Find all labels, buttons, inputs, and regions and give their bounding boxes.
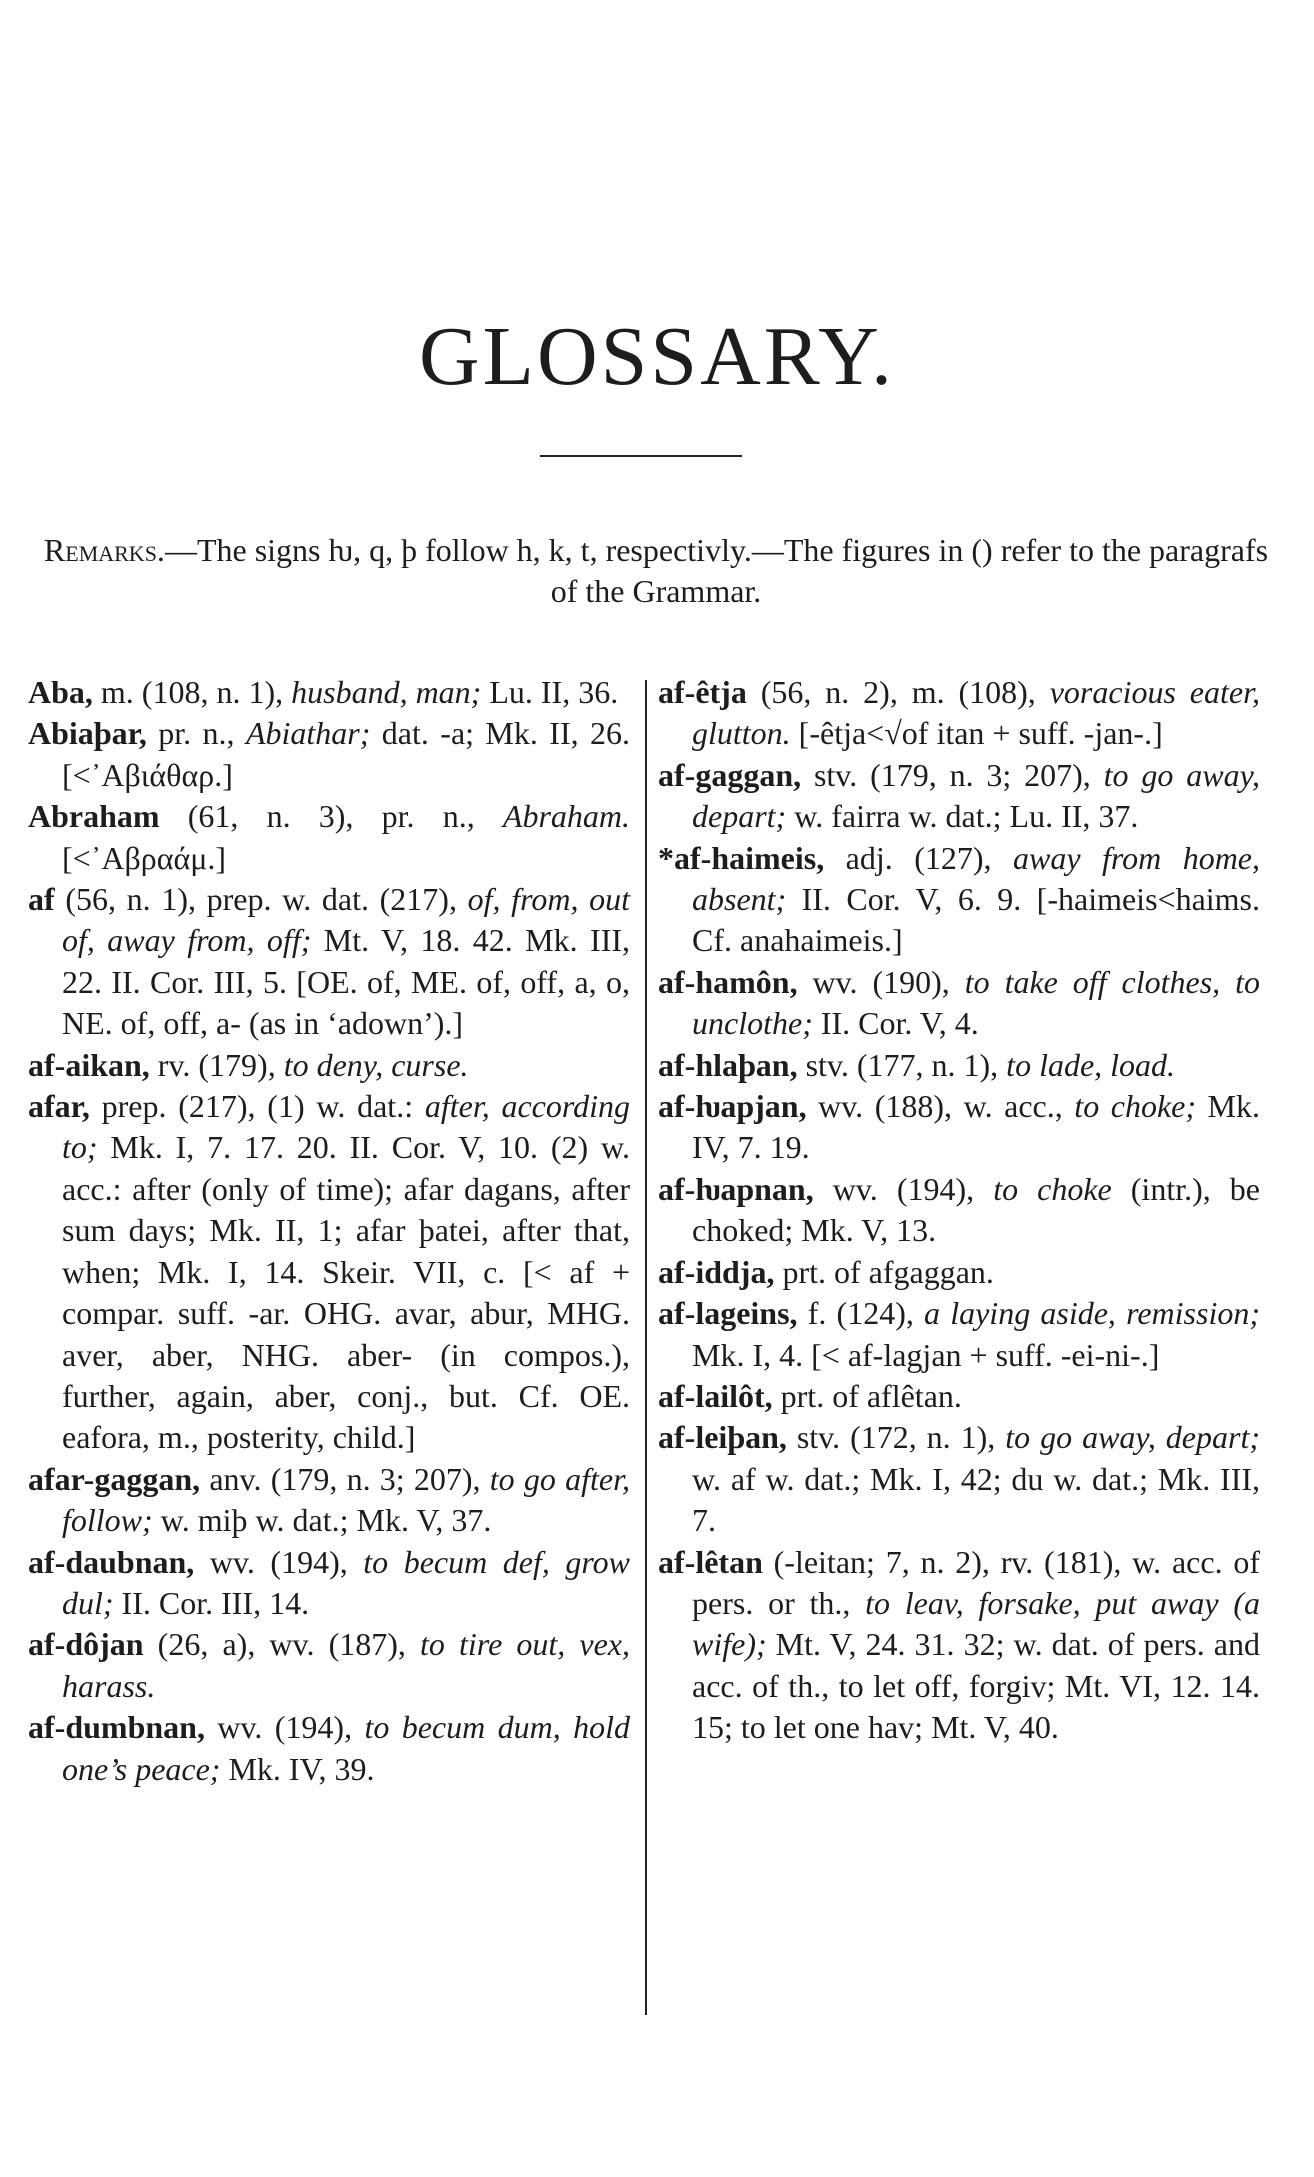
right-column xyxy=(658,672,1260,1749)
entry-grammar: (56, n. 2), m. (108), xyxy=(746,674,1050,710)
entry-grammar: stv. (179, n. 3; 207), xyxy=(801,756,1104,793)
headword: *af-haimeis, xyxy=(658,839,825,876)
glossary-entry xyxy=(658,1417,1260,1541)
glossary-entry xyxy=(28,1624,630,1707)
entry-definition: husband, man; xyxy=(291,674,482,710)
entry-definition: to deny, curse. xyxy=(283,1046,469,1083)
glossary-entry xyxy=(658,838,1260,962)
glossary-entry xyxy=(658,1045,1260,1086)
entry-references: II. Cor. V, 6. 9. [-haimeis<haims. Cf. anahaimeis.] xyxy=(692,881,1260,959)
entry-definition: to becum def, grow dul; xyxy=(62,1543,631,1621)
headword: af-daubnan, xyxy=(28,1543,195,1580)
remarks-label: Remarks. xyxy=(43,532,165,568)
entry-references: Lu. II, 36. xyxy=(481,674,619,710)
entry-references: II. Cor. V, 4. xyxy=(812,1005,979,1042)
remarks-text: —The signs ƕ, q, þ follow h, k, t, respectivly.—The figures in () refer to the paragrafs of the Grammar. xyxy=(164,532,1269,609)
glossary-entry xyxy=(28,1045,630,1086)
entry-definition: to becum dum, hold one’s peace; xyxy=(62,1709,631,1787)
glossary-entry xyxy=(658,962,1260,1045)
headword: af-dôjan xyxy=(28,1626,144,1663)
entry-references: (intr.), be choked; Mk. V, 13. xyxy=(692,1170,1261,1249)
entry-references: II. Cor. III, 14. xyxy=(113,1584,310,1621)
glossary-entry xyxy=(28,672,630,713)
headword: af-lageins, xyxy=(658,1295,798,1332)
entry-references: w. fairra w. dat.; Lu. II, 37. xyxy=(786,798,1139,835)
headword: Aba, xyxy=(28,674,93,710)
entry-references: Mt. V, 24. 31. 32; w. dat. of pers. and acc. of th., to let off, forgiv; Mt. VI, 12. 14. 15; to let one hav; Mt. V, 40. xyxy=(692,1626,1260,1746)
glossary-entry xyxy=(28,713,630,796)
glossary-entry xyxy=(658,1293,1260,1376)
title-rule xyxy=(540,455,742,457)
glossary-entry xyxy=(658,1169,1260,1252)
headword: af-iddja, xyxy=(658,1253,775,1290)
entry-grammar: pr. n., xyxy=(146,715,246,752)
left-column xyxy=(28,672,630,1790)
glossary-entry xyxy=(28,1086,630,1459)
entry-references: w. miþ w. dat.; Mk. V, 37. xyxy=(152,1502,492,1539)
entry-grammar: wv. (194), xyxy=(194,1543,364,1580)
entry-definition: to tire out, vex, harass. xyxy=(62,1626,631,1704)
headword: af xyxy=(28,881,55,918)
headword: af-lêtan xyxy=(658,1543,763,1580)
entry-definition: to go away, depart; xyxy=(1005,1419,1261,1456)
entry-grammar: (-leitan; 7, n. 2), rv. (181), w. acc. of pers. or th., xyxy=(692,1543,1260,1621)
headword: af-dumbnan, xyxy=(28,1709,205,1746)
glossary-entry xyxy=(658,1252,1260,1293)
remarks xyxy=(28,530,1284,612)
entry-references: w. af w. dat.; Mk. I, 42; du w. dat.; Mk. III, 7. xyxy=(692,1460,1260,1539)
entry-grammar: wv. (194), xyxy=(813,1170,994,1207)
headword: af-gaggan, xyxy=(658,756,802,793)
headword: af-leiþan, xyxy=(658,1419,787,1456)
headword: af-ƕapnan, xyxy=(658,1170,814,1207)
glossary-entry xyxy=(28,1707,630,1790)
entry-references: Mt. V, 18. 42. Mk. III, 22. II. Cor. III, 5. [OE. of, ME. of, off, a, o, NE. of, off, a- (as in ‘adown’).] xyxy=(62,922,631,1042)
entry-grammar: stv. (177, n. 1), xyxy=(797,1046,1007,1083)
glossary-entry xyxy=(658,1376,1260,1417)
entry-definition: Abraham. xyxy=(502,798,630,835)
headword: af-hlaþan, xyxy=(658,1046,798,1083)
headword: Abiaþar, xyxy=(28,715,147,752)
entry-grammar: m. (108, n. 1), xyxy=(92,674,292,710)
entry-grammar: prt. of aflêtan. xyxy=(772,1377,962,1414)
entry-definition: to leav, forsake, put away (a wife); xyxy=(692,1584,1261,1663)
entry-references: Mk. I, 4. [< af-lagjan + suff. -ei-ni-.] xyxy=(692,1336,1160,1373)
entry-grammar: (56, n. 1), prep. w. dat. (217), xyxy=(54,881,468,918)
entry-grammar: prt. of afgaggan. xyxy=(774,1253,994,1290)
headword: Abraham xyxy=(28,798,160,835)
headword: af-ƕapjan, xyxy=(658,1088,807,1125)
entry-references: [<᾿Αβραάμ.] xyxy=(62,839,227,876)
entry-grammar: f. (124), xyxy=(797,1295,925,1332)
entry-references: Mk. I, 7. 17. 20. II. Cor. V, 10. (2) w. acc.: after (only of time); afar dagans, after sum days; Mk. II, 1; afar þatei, after that, when; Mk. I, 14. Skeir. VII, c. [< af + compar. suff. -ar. OHG. avar, abur, MHG. aver, aber, NHG. aber- (in compos.), further, again, aber, conj., but. Cf. OE. eafora, m., posterity, child.] xyxy=(62,1129,630,1456)
glossary-entry xyxy=(28,879,630,1045)
entry-references: Mk. IV, 7. 19. xyxy=(692,1088,1260,1166)
glossary-entry xyxy=(658,1086,1260,1169)
entry-grammar: wv. (194), xyxy=(204,1709,365,1746)
glossary-entry xyxy=(658,755,1260,838)
entry-definition: voracious eater, glutton. xyxy=(692,674,1261,752)
entry-definition: away from home, absent; xyxy=(692,839,1260,918)
headword: af-lailôt, xyxy=(658,1377,773,1414)
column-divider xyxy=(645,680,647,2015)
entry-grammar: wv. (190), xyxy=(797,963,965,1000)
page-title: GLOSSARY. xyxy=(419,310,895,403)
entry-grammar: adj. (127), xyxy=(824,839,1013,876)
entry-grammar: anv. (179, n. 3; 207), xyxy=(200,1460,490,1497)
entry-grammar: (61, n. 3), pr. n., xyxy=(159,798,503,835)
headword: afar-gaggan, xyxy=(28,1460,201,1497)
entry-definition: a laying aside, remission; xyxy=(924,1295,1260,1332)
entry-grammar: (26, a), wv. (187), xyxy=(143,1626,421,1663)
headword: af-aikan, xyxy=(28,1046,150,1083)
entry-references: dat. -a; Mk. II, 26. [<᾿Αβιάθαρ.] xyxy=(62,715,631,793)
entry-definition: of, from, out of, away from, off; xyxy=(62,881,631,959)
entry-definition: to take off clothes, to unclothe; xyxy=(692,963,1261,1042)
entry-definition: to go away, depart; xyxy=(692,756,1260,835)
glossary-entry xyxy=(28,1459,630,1542)
headword: af-êtja xyxy=(658,674,747,710)
entry-references: [-êtja<√of itan + suff. -jan-.] xyxy=(790,715,1163,752)
headword: afar, xyxy=(28,1088,90,1125)
glossary-entry xyxy=(28,1542,630,1625)
entry-definition: to go after, follow; xyxy=(62,1460,631,1539)
entry-grammar: rv. (179), xyxy=(149,1046,284,1083)
headword: af-hamôn, xyxy=(658,963,798,1000)
entry-definition: to choke xyxy=(993,1170,1112,1207)
entry-grammar: prep. (217), (1) w. dat.: xyxy=(89,1088,425,1125)
entry-grammar: wv. (188), w. acc., xyxy=(806,1088,1075,1125)
entry-definition: after, according to; xyxy=(62,1088,631,1166)
glossary-entry xyxy=(28,796,630,879)
entry-definition: to choke; xyxy=(1074,1088,1196,1125)
glossary-entry xyxy=(658,1542,1260,1749)
entry-definition: to lade, load. xyxy=(1006,1046,1176,1083)
entry-references: Mk. IV, 39. xyxy=(220,1750,375,1787)
entry-definition: Abiathar; xyxy=(245,715,371,752)
glossary-entry xyxy=(658,672,1260,755)
entry-grammar: stv. (172, n. 1), xyxy=(786,1419,1006,1456)
